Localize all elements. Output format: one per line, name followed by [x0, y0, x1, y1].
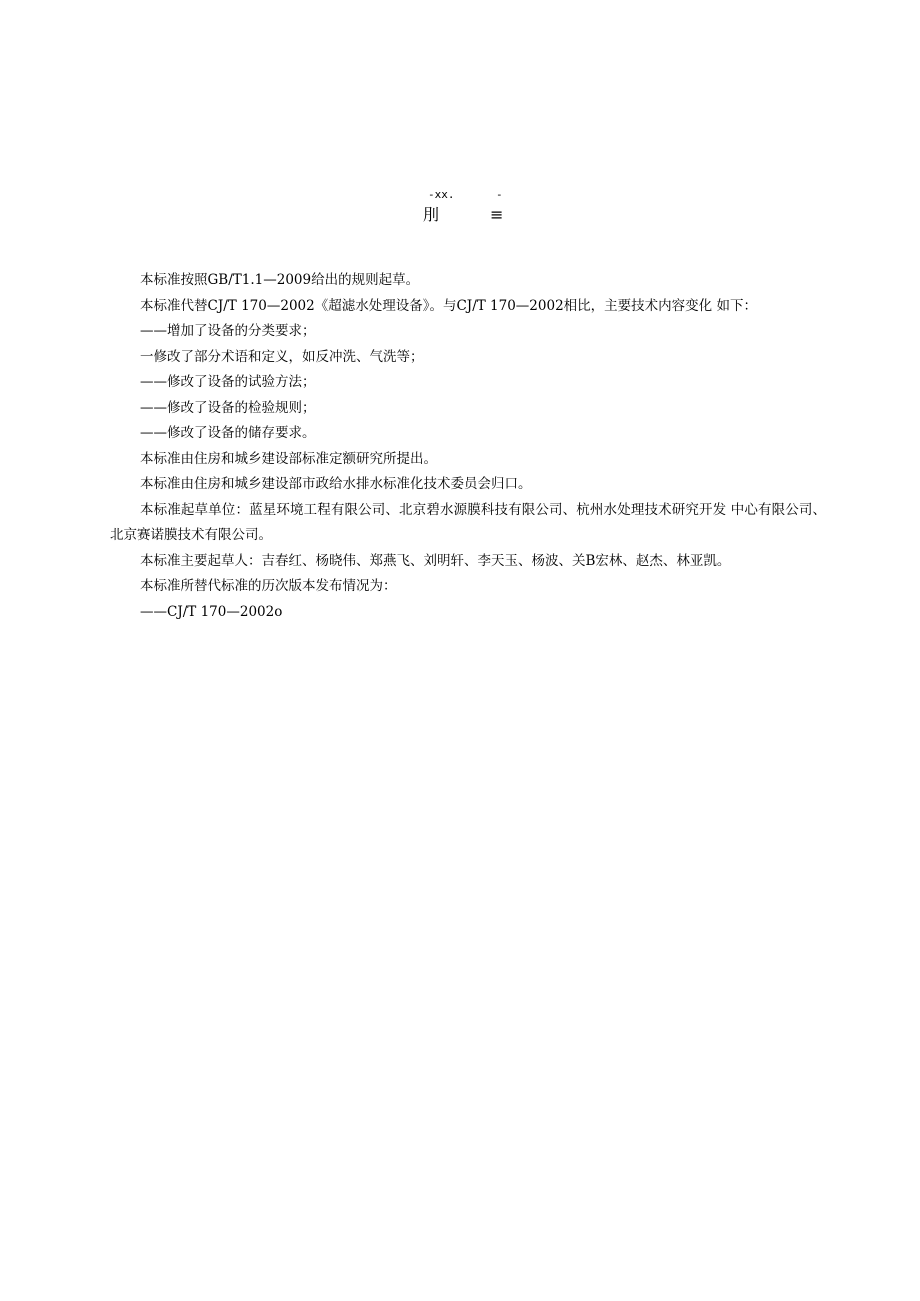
- paragraph-replacement: 本标准代替CJ/T 170—2002《超滤水处理设备》。与CJ/T 170—2002相比，主要技术内容变化 如下：: [140, 297, 757, 314]
- document-body: [110, 268, 826, 625]
- list-item-change-classification: ——增加了设备的分类要求；: [140, 323, 316, 339]
- section-title-left: 刖: [423, 205, 440, 224]
- list-item-change-terms: 一修改了部分术语和定义，如反冲洗、气洗等；: [140, 348, 424, 365]
- section-title-right: ≡: [490, 205, 504, 224]
- list-item-change-storage: ——修改了设备的储存要求。: [140, 425, 316, 441]
- list-item-history-version: ——CJ/T 170—2002o: [140, 603, 283, 620]
- paragraph-proposer: 本标准由住房和城乡建设部标准定额研究所提出。: [140, 450, 437, 467]
- heading-marks: [0, 187, 920, 203]
- paragraph-history-intro: 本标准所替代标准的历次版本发布情况为：: [140, 578, 397, 594]
- paragraph-drafting-rules: 本标准按照GB/T1.1—2009给出的规则起草。: [140, 272, 420, 288]
- list-item-change-inspection-rules: ——修改了设备的检验规则；: [140, 399, 316, 416]
- paragraph-administrator: 本标准由住房和城乡建设部市政给水排水标准化技术委员会归口。: [140, 476, 532, 492]
- paragraph-drafters: 本标准主要起草人：吉春红、杨晓伟、郑燕飞、刘明轩、李天玉、杨波、关B宏林、赵杰、林亚凯。: [140, 552, 731, 569]
- paragraph-drafting-units: 本标准起草单位：蓝星环境工程有限公司、北京碧水源膜科技有限公司、杭州水处理技术研究开发 中心有限公司、北京赛诺膜技术有限公司。: [110, 501, 826, 543]
- heading-mark-left: -xx.: [428, 188, 455, 201]
- heading-mark-right: -: [496, 188, 503, 201]
- list-item-change-test-methods: ——修改了设备的试验方法；: [140, 374, 316, 390]
- section-title: [0, 203, 920, 227]
